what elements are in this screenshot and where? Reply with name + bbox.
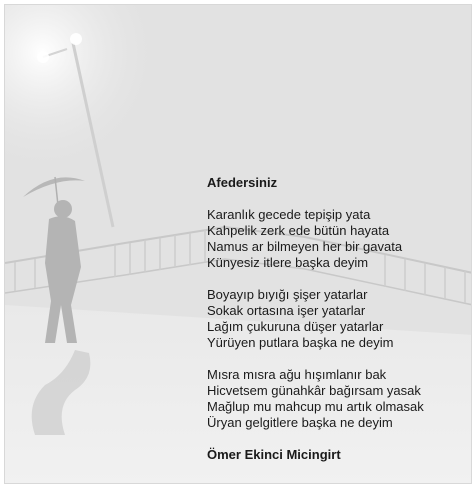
stanza: [207, 287, 424, 351]
poem-author: Ömer Ekinci Micingirt: [207, 447, 341, 462]
poem-line: Mısra mısra ağu hışımlanır bak: [207, 367, 387, 382]
poem-line: Karanlık gecede tepişip yata: [207, 207, 371, 222]
poem-line: Mağlup mu mahcup mu artık olmasak: [207, 399, 424, 414]
poem-line: Sokak ortasına işer yatarlar: [207, 303, 366, 318]
poem-line: Künyesiz itlere başka deyim: [207, 255, 369, 270]
poem-line: Boyayıp bıyığı şişer yatarlar: [207, 287, 368, 302]
poem-line: Yürüyen putlara başka ne deyim: [207, 335, 394, 350]
stanza: [207, 367, 424, 431]
poem-line: Hicvetsem günahkâr bağırsam yasak: [207, 383, 421, 398]
poem-line: Üryan gelgitlere başka ne deyim: [207, 415, 393, 430]
poem-line: Kahpelik zerk ede bütün hayata: [207, 223, 390, 238]
poem-line: Lağım çukuruna düşer yatarlar: [207, 319, 384, 334]
stanza: [207, 207, 424, 271]
poem-text: [207, 175, 424, 463]
poem-card: [4, 4, 472, 484]
poem-title: Afedersiniz: [207, 175, 278, 190]
poem-line: Namus ar bilmeyen her bir gavata: [207, 239, 403, 254]
